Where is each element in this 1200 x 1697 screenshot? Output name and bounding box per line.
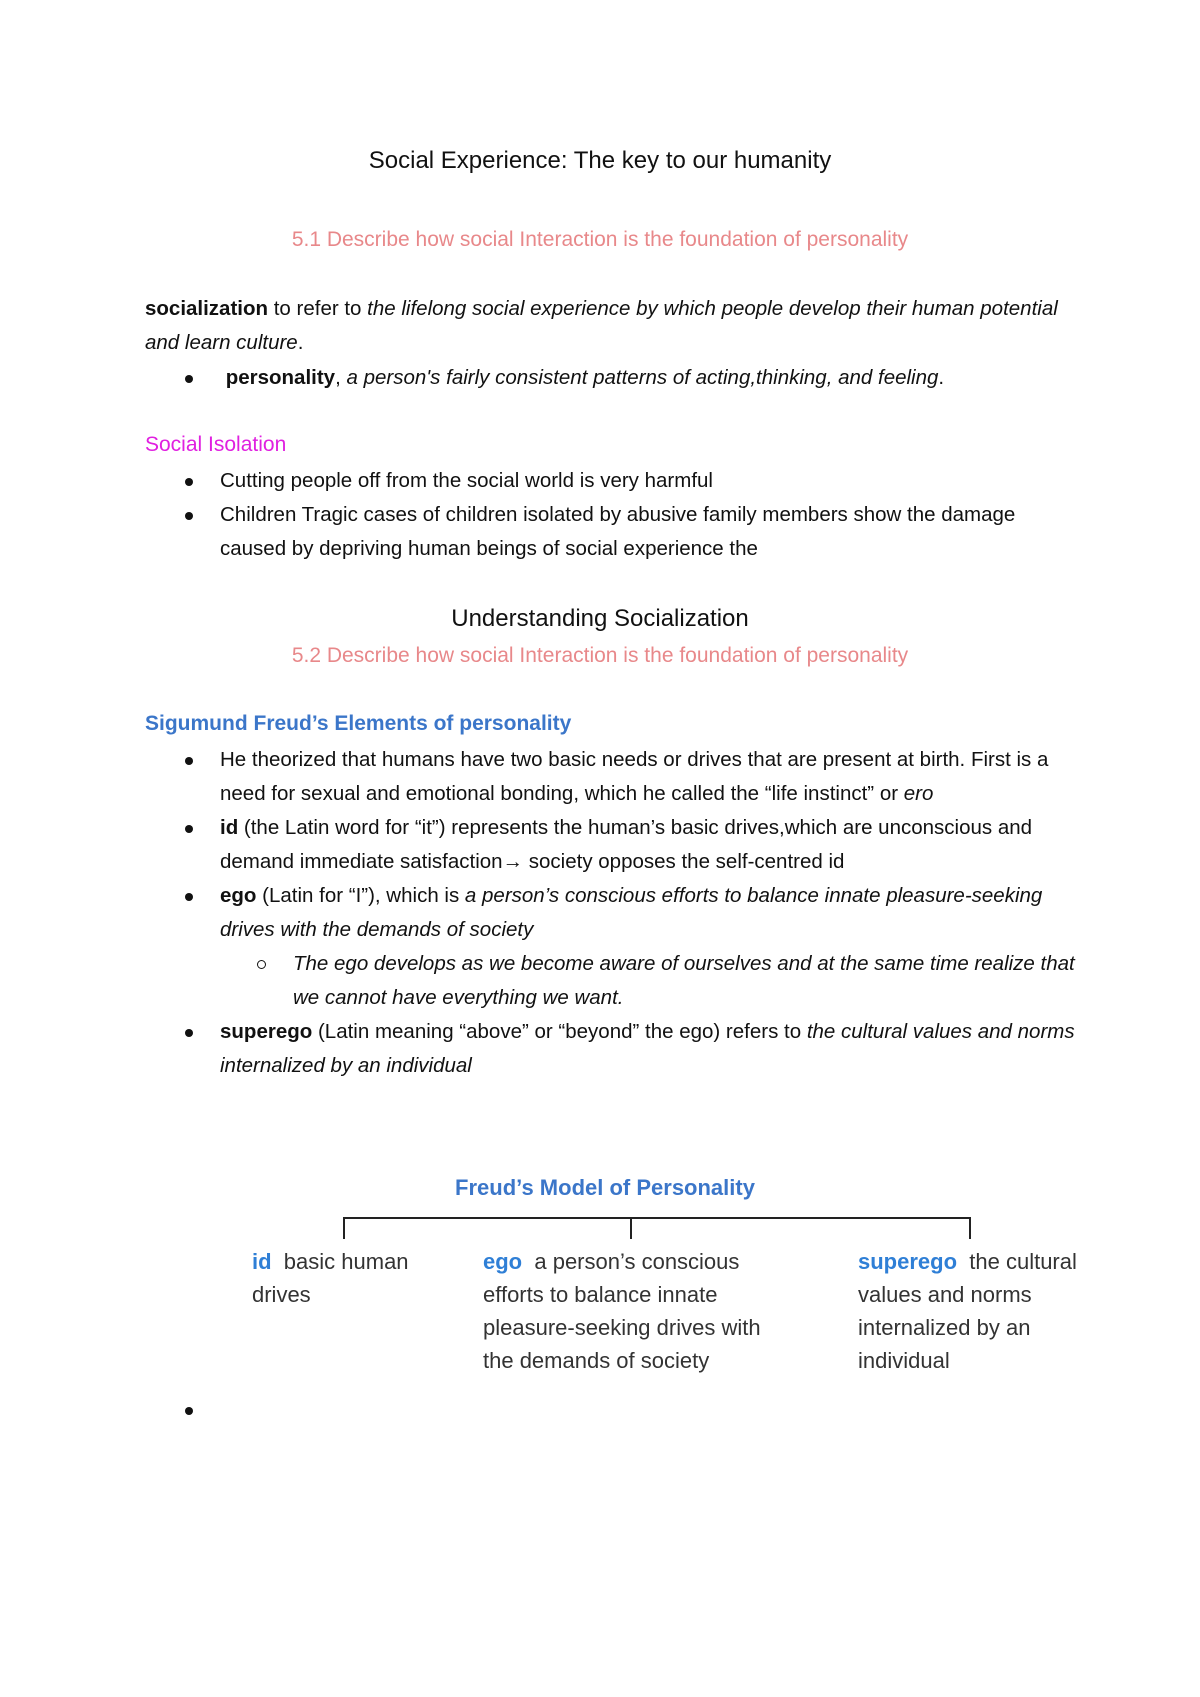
diagram-term-ego: ego <box>483 1249 523 1274</box>
freud-model-diagram <box>240 1175 1120 1385</box>
page-title: Social Experience: The key to our humanity <box>368 147 832 174</box>
bracket-tick-ego <box>630 1217 632 1239</box>
diagram-column-id <box>252 1245 452 1311</box>
diagram-text: basic human <box>283 1249 409 1274</box>
sub-list-item <box>145 947 1075 1015</box>
diagram-column-ego <box>483 1245 813 1377</box>
list-item: Cutting people off from the social world is very harmful <box>145 464 1075 498</box>
superego-definition: the cultural values and norms internalized by an individual <box>220 1020 1075 1077</box>
social-isolation-heading: Social Isolation <box>145 433 287 456</box>
learning-objective-5-2: 5.2 Describe how social Interaction is the foundation of personality <box>291 644 909 667</box>
drives-text: He theorized that humans have two basic needs or drives that are present at birth. First is a need for sexual and emotional bonding, which he called the “life instinct” or <box>220 748 1049 805</box>
superego-text: (Latin meaning “above” or “beyond” the ego) refers to <box>312 1020 807 1043</box>
diagram-text: the cultural <box>969 1249 1077 1274</box>
diagram-term-superego: superego <box>858 1249 958 1274</box>
id-term: id <box>220 816 239 839</box>
list-item: Children Tragic cases of children isolated by abusive family members show the damage caused by depriving human beings of social experience the <box>145 498 1075 566</box>
period: . <box>297 331 304 354</box>
connector-text: to refer to <box>268 297 368 320</box>
socialization-definition <box>145 292 1075 360</box>
ero-text: ero <box>903 782 934 805</box>
diagram-column-superego <box>858 1245 1118 1377</box>
learning-objective-5-1: 5.1 Describe how social Interaction is the foundation of personality <box>291 228 909 251</box>
bracket-line <box>343 1217 971 1219</box>
list-item <box>145 743 1075 811</box>
bracket-tick-superego <box>969 1217 971 1239</box>
ego-term: ego <box>220 884 257 907</box>
empty-list-item <box>145 1393 1075 1427</box>
list-item <box>145 879 1075 947</box>
empty-list <box>145 1393 1075 1427</box>
list-item <box>145 361 1075 395</box>
diagram-text: the demands of society <box>483 1348 710 1373</box>
personality-definition: a person's fairly consistent patterns of acting,thinking, and feeling <box>346 366 939 389</box>
superego-term: superego <box>220 1020 313 1043</box>
list-item <box>145 1015 1075 1083</box>
period: . <box>938 366 945 389</box>
diagram-text: efforts to balance innate <box>483 1282 718 1307</box>
diagram-text: individual <box>858 1348 950 1373</box>
socialization-term: socialization <box>145 297 269 320</box>
connector-text: , <box>335 366 347 389</box>
ego-definition: a person’s conscious efforts to balance innate pleasure-seeking drives with the demands of society <box>220 884 1043 941</box>
diagram-text: a person’s conscious <box>534 1249 740 1274</box>
diagram-text: pleasure-seeking drives with <box>483 1315 761 1340</box>
diagram-text: drives <box>252 1282 311 1307</box>
diagram-term-id: id <box>252 1249 272 1274</box>
ego-text: (Latin for “I”), which is <box>256 884 465 907</box>
diagram-text: internalized by an <box>858 1315 1031 1340</box>
freud-list <box>145 743 1075 1083</box>
section-title-understanding-socialization: Understanding Socialization <box>451 605 749 632</box>
freud-heading: Sigumund Freud’s Elements of personality <box>145 712 572 735</box>
ego-sub-text: The ego develops as we become aware of ourselves and at the same time realize that we cannot have everything we want. <box>293 952 1075 1009</box>
id-text: (the Latin word for “it”) represents the human’s basic drives,which are unconscious and demand immediate satisfaction→ society opposes the self-centred id <box>220 816 1033 873</box>
list-item <box>145 811 1075 879</box>
diagram-text: values and norms <box>858 1282 1032 1307</box>
bracket-tick-id <box>343 1217 345 1239</box>
diagram-title: Freud’s Model of Personality <box>455 1175 755 1200</box>
personality-list <box>145 361 1075 395</box>
social-isolation-list <box>145 464 1075 566</box>
socialization-definition-text: the lifelong social experience by which people develop their human potential and learn culture <box>145 297 1058 354</box>
personality-term: personality <box>225 366 336 389</box>
